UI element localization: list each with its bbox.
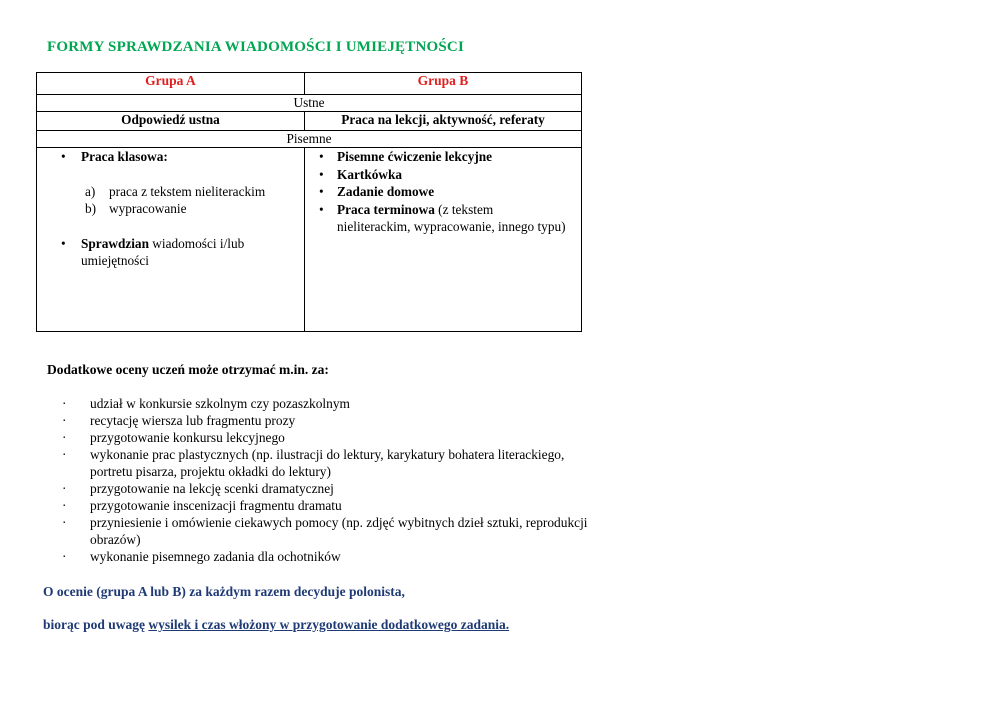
section-written-label: Pisemne xyxy=(37,131,582,148)
list-item xyxy=(47,514,607,548)
list-item xyxy=(319,148,581,166)
list-item-label: przygotowanie na lekcję scenki dramatycznej xyxy=(90,481,334,496)
bullet-icon: • xyxy=(61,149,66,164)
dot-marker-icon: · xyxy=(62,430,67,445)
list-item-label: Zadanie domowe xyxy=(337,184,435,199)
list-item-label: Kartkówka xyxy=(337,166,403,182)
list-item xyxy=(47,480,607,497)
written-forms-b-cell xyxy=(305,148,582,332)
dot-marker-icon: · xyxy=(62,549,67,564)
page-title: FORMY SPRAWDZANIA WIADOMOŚCI I UMIEJĘTNOŚCI xyxy=(47,39,464,55)
dot-marker-icon: · xyxy=(62,498,67,513)
header-grupa-a: Grupa A xyxy=(37,73,305,95)
bullet-icon: • xyxy=(61,235,66,251)
dot-marker-icon: · xyxy=(62,447,67,462)
list-item-bold: Praca terminowa xyxy=(337,201,435,217)
list-item-label: udział w konkursie szkolnym czy pozaszkolnym xyxy=(90,396,350,411)
list-item xyxy=(61,235,304,270)
bullet-icon: • xyxy=(319,149,324,164)
bullet-icon: • xyxy=(319,184,324,199)
list-item xyxy=(61,148,304,166)
oral-form-b: Praca na lekcji, aktywność, referaty xyxy=(305,112,582,131)
dot-marker-icon: · xyxy=(62,481,67,496)
extras-list xyxy=(47,395,607,565)
list-item-label: Pisemne ćwiczenie lekcyjne xyxy=(337,149,493,164)
list-subitem-label: wypracowanie xyxy=(109,201,187,216)
alpha-marker: a) xyxy=(85,183,96,199)
list-item xyxy=(47,497,607,514)
bullet-icon: • xyxy=(319,166,324,182)
note-line-2 xyxy=(43,617,509,633)
list-item xyxy=(47,429,607,446)
list-item xyxy=(47,548,607,565)
list-item xyxy=(319,183,581,201)
dot-marker-icon: · xyxy=(62,396,67,411)
list-item-label: Praca klasowa: xyxy=(81,149,168,164)
list-item xyxy=(47,412,607,429)
spacer xyxy=(37,166,304,183)
list-item-label: wykonanie prac plastycznych (np. ilustracji do lektury, karykatury bohatera literackiego, portretu pisarza, projektu okładki do lektury) xyxy=(90,447,565,479)
section-written-row xyxy=(37,131,582,148)
oral-form-a: Odpowiedź ustna xyxy=(37,112,305,131)
list-subitem xyxy=(85,183,304,201)
dot-marker-icon: · xyxy=(62,413,67,428)
list-item xyxy=(319,166,581,184)
list-item-label: recytację wiersza lub fragmentu prozy xyxy=(90,413,296,428)
alpha-marker: b) xyxy=(85,201,97,216)
list-subitem xyxy=(85,200,304,218)
list-item-label xyxy=(337,201,569,236)
spacer xyxy=(37,218,304,235)
table-header-row xyxy=(37,73,582,95)
list-item-label: przyniesienie i omówienie ciekawych pomocy (np. zdjęć wybitnych dzieł sztuki, reprodukcji obrazów) xyxy=(90,515,588,547)
dot-marker-icon: · xyxy=(62,515,67,530)
list-item xyxy=(47,446,607,480)
section-oral-row xyxy=(37,95,582,112)
written-forms-a-cell xyxy=(37,148,305,332)
list-subitem-label: praca z tekstem nieliterackim xyxy=(109,183,266,199)
note-line-2-underlined: wysilek i czas włożony w przygotowanie dodatkowego zadania. xyxy=(148,617,510,632)
note-line-1: O ocenie (grupa A lub B) za każdym razem decyduje polonista, xyxy=(43,584,405,599)
list-item-rest: (z tekstem nieliterackim, wypracowanie, innego typu) xyxy=(337,201,566,234)
written-forms-row xyxy=(37,148,582,332)
section-oral-label: Ustne xyxy=(37,95,582,112)
header-grupa-b: Grupa B xyxy=(305,73,582,95)
list-item-bold: Sprawdzian xyxy=(81,235,149,251)
list-item xyxy=(319,201,581,236)
assessment-forms-table xyxy=(36,72,582,332)
list-item-label: przygotowanie inscenizacji fragmentu dramatu xyxy=(90,498,342,513)
list-item-rest: wiadomości i/lub umiejętności xyxy=(81,235,245,268)
list-item xyxy=(47,395,607,412)
list-item-label: przygotowanie konkursu lekcyjnego xyxy=(90,430,285,445)
oral-forms-row xyxy=(37,112,582,131)
bullet-icon: • xyxy=(319,201,324,217)
extras-heading: Dodatkowe oceny uczeń może otrzymać m.in. za: xyxy=(47,362,329,377)
note-line-2-prefix: biorąc pod uwagę xyxy=(43,617,149,632)
list-item-label: wykonanie pisemnego zadania dla ochotników xyxy=(90,549,341,564)
list-item-label xyxy=(81,235,304,270)
